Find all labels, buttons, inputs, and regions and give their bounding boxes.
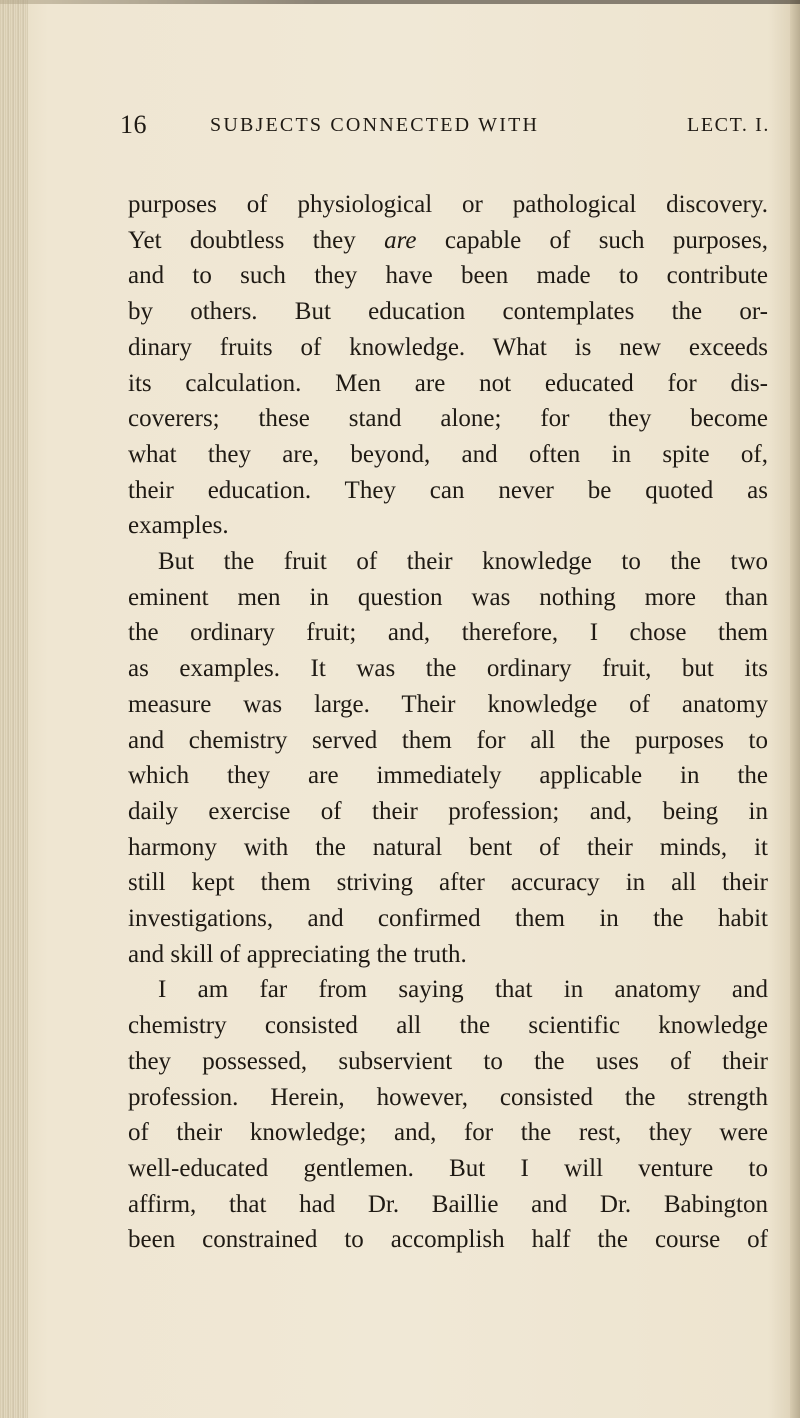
text-line: Yet doubtless they are capable of such purposes, [128,226,768,254]
text-line: harmony with the natural bent of their minds, it [128,833,768,861]
text-line: as examples. It was the ordinary fruit, but its [128,655,768,683]
text-line: been constrained to accomplish half the course of [128,1226,768,1254]
text-line: profession. Herein, however, consisted the strength [128,1083,768,1111]
text-line: well-educated gentlemen. But I will venture to [128,1154,768,1182]
text-line: they possessed, subservient to the uses of their [128,1047,768,1075]
italic-word: are [384,226,417,254]
text-line: which they are immediately applicable in the [128,762,768,790]
text-line: and skill of appreciating the truth. [128,940,467,968]
text-line: But the fruit of their knowledge to the two [158,548,768,576]
text-line: what they are, beyond, and often in spite of, [128,440,768,468]
text-line: examples. [128,512,229,540]
text-line: I am far from saying that in anatomy and [158,976,768,1004]
text-line: chemistry consisted all the scientific knowledge [128,1012,768,1040]
text-line: coverers; these stand alone; for they become [128,405,768,433]
body-text [128,187,768,1258]
text-line: and chemistry served them for all the purposes to [128,726,768,754]
text-line: of their knowledge; and, for the rest, they were [128,1119,768,1147]
text-line: their education. They can never be quoted as [128,476,768,504]
page-header [120,110,770,150]
text-line: the ordinary fruit; and, therefore, I chose them [128,619,768,647]
text-line: daily exercise of their profession; and, being in [128,797,768,825]
text-line: by others. But education contemplates the or- [128,298,768,326]
page-number: 16 [120,110,147,139]
text-line: measure was large. Their knowledge of anatomy [128,690,768,718]
page-top-edge [0,0,800,4]
text-line: and to such they have been made to contribute [128,262,768,290]
text-line: dinary fruits of knowledge. What is new exceeds [128,333,768,361]
page-binding-edge [0,0,28,1418]
text-line: purposes of physiological or pathological discovery. [128,191,768,218]
running-title: SUBJECTS CONNECTED WITH [210,114,540,136]
text-line: eminent men in question was nothing more than [128,583,768,611]
page-right-edge [790,0,800,1418]
text-line: its calculation. Men are not educated for dis- [128,369,768,397]
lecture-label: LECT. I. [687,114,770,136]
text-line: affirm, that had Dr. Baillie and Dr. Babington [128,1190,768,1218]
text-line: investigations, and confirmed them in the habit [128,905,768,933]
text-line: still kept them striving after accuracy in all their [128,869,768,897]
